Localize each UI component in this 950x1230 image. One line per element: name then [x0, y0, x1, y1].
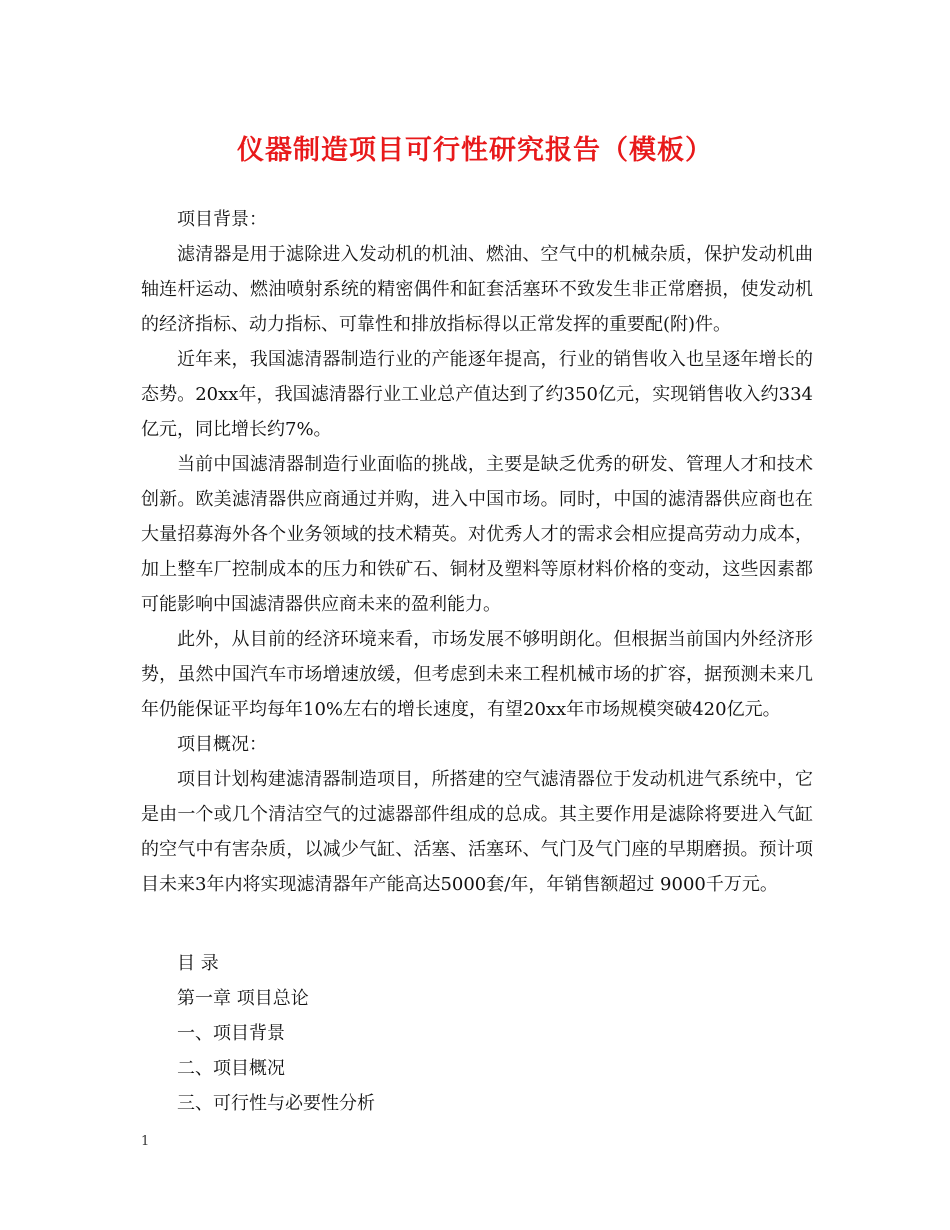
section-heading-overview: 项目概况：	[177, 734, 267, 755]
toc-heading: 目 录	[177, 953, 219, 974]
paragraph-filter-definition: 滤清器是用于滤除进入发动机的机油、燃油、空气中的机械杂质，保护发动机曲轴连杆运动、燃油喷射系统的精密偶件和缸套活塞环不致发生非正常磨损，使发动机的经济指标、动力指标、可靠性和排放指标得以正常发挥的重要配(附)件。	[141, 244, 813, 335]
paragraph-market-outlook: 此外，从目前的经济环境来看，市场发展不够明朗化。但根据当前国内外经济形势，虽然中国汽车市场增速放缓，但考虑到未来工程机械市场的扩容，据预测未来几年仍能保证平均每年10%左右的增长速度，有望20xx年市场规模突破420亿元。	[141, 629, 813, 720]
table-of-contents	[177, 946, 375, 1121]
paragraph-industry-growth: 近年来，我国滤清器制造行业的产能逐年提高，行业的销售收入也呈逐年增长的态势。20xx年，我国滤清器行业工业总产值达到了约350亿元，实现销售收入约334亿元，同比增长约7%。	[141, 349, 813, 440]
document-body	[141, 202, 813, 902]
toc-item: 二、项目概况	[177, 1058, 285, 1079]
document-title: 仪器制造项目可行性研究报告（模板）	[237, 135, 713, 166]
toc-item: 三、可行性与必要性分析	[177, 1093, 375, 1114]
paragraph-project-overview: 项目计划构建滤清器制造项目，所搭建的空气滤清器位于发动机进气系统中，它是由一个或几个清洁空气的过滤器部件组成的总成。其主要作用是滤除将要进入气缸的空气中有害杂质，以减少气缸、活塞、活塞环、气门及气门座的早期磨损。预计项目未来3年内将实现滤清器年产能高达5000套/年，年销售额超过 9000千万元。	[141, 769, 813, 895]
section-heading-background: 项目背景：	[177, 209, 267, 230]
toc-item: 第一章 项目总论	[177, 988, 309, 1009]
page-number: 1	[141, 1134, 150, 1149]
paragraph-industry-challenges: 当前中国滤清器制造行业面临的挑战，主要是缺乏优秀的研发、管理人才和技术创新。欧美滤清器供应商通过并购，进入中国市场。同时，中国的滤清器供应商也在大量招募海外各个业务领域的技术精英。对优秀人才的需求会相应提高劳动力成本，加上整车厂控制成本的压力和铁矿石、铜材及塑料等原材料价格的变动，这些因素都可能影响中国滤清器供应商未来的盈利能力。	[141, 454, 813, 615]
toc-item: 一、项目背景	[177, 1023, 285, 1044]
